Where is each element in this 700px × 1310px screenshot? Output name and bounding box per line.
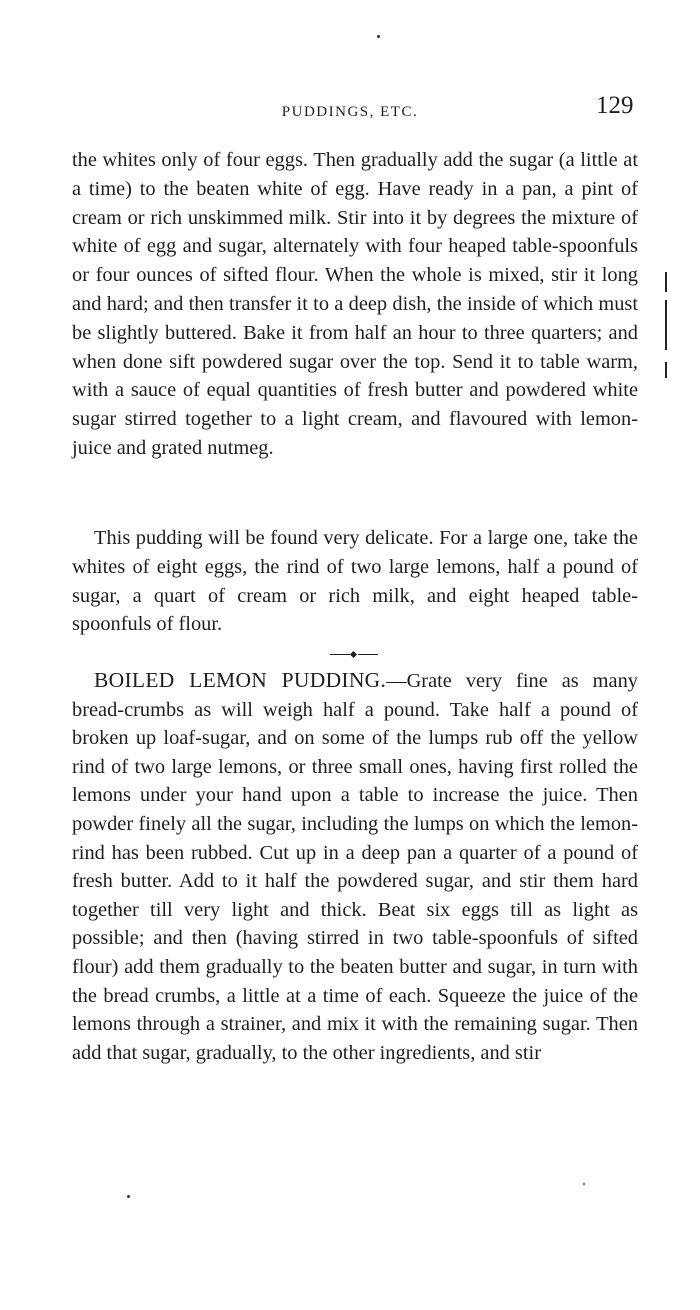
margin-scan-mark xyxy=(665,272,667,292)
divider-diamond-icon xyxy=(350,650,357,657)
note-block xyxy=(72,524,638,639)
continued-paragraph: the whites only of four eggs. Then gradually add the sugar (a little at a time) to the beaten white of egg. Have ready in a pan, a pint of cream or rich unskimmed milk. Stir into it by degrees the mixture of white of egg and sugar, alternately with four heaped table-spoonfuls or four ounces of sifted flour. When the whole is mixed, stir it long and hard; and then transfer it to a deep dish, the inside of which must be slightly buttered. Bake it from half an hour to three quarters; and when done sift powdered sugar over the top. Send it to table warm, with a sauce of equal quantities of fresh butter and powdered white sugar stirred together to a light cream, and flavoured with lemon-juice and grated nutmeg. xyxy=(72,149,638,459)
section-divider-ornament xyxy=(330,651,378,659)
page-number: 129 xyxy=(596,92,634,119)
note-paragraph: This pudding will be found very delicate. For a large one, take the whites of eight eggs, the rind of two large lemons, half a pound of sugar, a quart of cream or rich milk, and eight heaped table-spoonfuls of flour. xyxy=(72,527,638,636)
scan-speck xyxy=(583,1183,585,1185)
running-title: PUDDINGS, ETC. xyxy=(281,104,419,120)
recipe-heading: BOILED LEMON PUDDING. xyxy=(94,668,387,692)
margin-scan-mark xyxy=(665,300,667,350)
recipe-text: —Grate very fine as many bread-crumbs as will weigh half a pound. Take half a pound of broken up loaf-sugar, and on some of the lumps rub off the yellow rind of two large lemons, or three small ones, having first rolled the lemons under your hand upon a table to increase the juice. Then powder finely all the sugar, including the lumps on which the lemon-rind has been rubbed. Cut up in a deep pan a quarter of a pound of fresh butter. Add to it half the powdered sugar, and stir them hard together till very light and thick. Beat six eggs till as light as possible; and then (having stirred in two table-spoonfuls of sifted flour) add them gradually to the beaten butter and sugar, in turn with the bread crumbs, a little at a time of each. Squeeze the juice of the lemons through a strainer, and mix it with the remaining sugar. Then add that sugar, gradually, to the other ingredients, and stir xyxy=(72,670,638,1064)
recipe-paragraph xyxy=(72,666,638,1067)
margin-scan-mark xyxy=(665,362,667,378)
divider-rule xyxy=(358,654,378,655)
continued-recipe-block xyxy=(72,146,638,463)
scan-speck xyxy=(127,1195,130,1198)
boiled-lemon-pudding-recipe xyxy=(72,666,638,1067)
divider-rule xyxy=(330,654,350,655)
scan-speck xyxy=(377,35,380,38)
